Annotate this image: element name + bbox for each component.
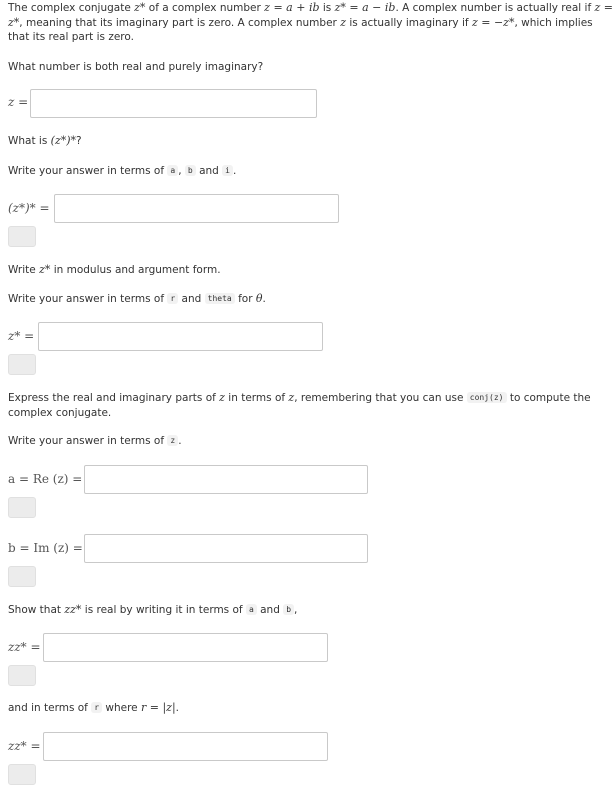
intro-text: , which implies that its real part is zero.	[8, 16, 593, 43]
math-r-def: r = |z|	[140, 701, 176, 714]
q5-prefix: Show that	[8, 604, 65, 616]
intro-text: is	[319, 2, 335, 14]
q2-check-button[interactable]	[8, 226, 36, 247]
intro-text: . A complex number is actually real if	[395, 2, 595, 14]
math-z-star: z*	[39, 263, 51, 276]
code-var-a: a	[246, 604, 257, 615]
question-2-hint	[8, 164, 236, 179]
code-var-b: b	[185, 165, 196, 176]
code-var-r: r	[91, 702, 102, 713]
hint-prefix: Write your answer in terms of	[8, 435, 168, 447]
intro-text: The complex conjugate	[8, 2, 135, 14]
math-real-cond: z = z*	[8, 1, 614, 29]
q5-check-button[interactable]	[8, 665, 36, 686]
math-z: z	[340, 15, 346, 29]
q2-answer-label	[8, 198, 50, 218]
q1-answer-input[interactable]	[30, 89, 317, 118]
q2-answer-input[interactable]	[54, 194, 339, 223]
q2-suffix: ?	[76, 135, 82, 147]
hint-period: .	[262, 293, 266, 305]
hint-comma: ,	[294, 604, 298, 616]
q4-text: to compute the complex conjugate.	[8, 392, 591, 419]
code-var-b: b	[283, 604, 294, 615]
code-var-r: r	[167, 293, 178, 304]
hint-prefix: Write your answer in terms of	[8, 293, 168, 305]
hint-and: and	[195, 165, 223, 177]
math-conj-conj: (z*)*	[50, 134, 77, 147]
question-6-text	[8, 701, 179, 716]
q6-answer-label	[8, 736, 41, 756]
q3-prefix: Write	[8, 264, 40, 276]
q5-label-expr: zz*	[8, 640, 27, 654]
math-imag-cond: z = −z*	[471, 15, 515, 29]
question-3-text	[8, 263, 221, 278]
question-1-text: What number is both real and purely imaginary?	[8, 61, 264, 73]
q6-check-button[interactable]	[8, 764, 36, 785]
question-3-hint	[8, 292, 266, 307]
q4-text: , remembering that you can use	[294, 392, 467, 404]
q5-answer-label	[8, 637, 41, 657]
code-var-theta: theta	[205, 293, 235, 304]
question-4-hint	[8, 434, 182, 449]
q4-imag-label: b = Im (z) =	[8, 541, 83, 555]
q4-imag-check-button[interactable]	[8, 566, 36, 587]
math-z-def: z = a + ib	[264, 1, 320, 14]
q6-answer-input[interactable]	[43, 732, 328, 761]
q5-label-eq: =	[26, 640, 41, 654]
q6-label-expr: zz*	[8, 739, 27, 753]
intro-paragraph	[8, 1, 615, 45]
code-conj: conj(z)	[467, 392, 507, 403]
q4-real-check-button[interactable]	[8, 497, 36, 518]
math-z: z	[219, 391, 225, 404]
q4-imag-input[interactable]	[84, 534, 368, 563]
hint-period: .	[233, 165, 237, 177]
q6-label-eq: =	[26, 739, 41, 753]
hint-comma: ,	[178, 165, 185, 177]
intro-text: is actually imaginary if	[346, 16, 472, 29]
q5-suffix: is real by writing it in terms of	[81, 604, 246, 616]
q6-prefix: and in terms of	[8, 702, 92, 714]
hint-period: .	[175, 702, 180, 714]
q5-answer-input[interactable]	[43, 633, 328, 662]
code-var-a: a	[167, 165, 178, 176]
hint-and: and	[256, 604, 284, 616]
q1-label-eq: =	[14, 95, 29, 109]
q6-where: where	[102, 702, 141, 714]
q2-prefix: What is	[8, 135, 51, 147]
q4-text: in terms of	[224, 392, 289, 404]
q3-check-button[interactable]	[8, 354, 36, 375]
hint-for: for	[234, 293, 256, 305]
q4-text: Express the real and imaginary parts of	[8, 392, 220, 404]
code-var-i: i	[222, 165, 233, 176]
math-z-star: z*	[134, 1, 146, 14]
q2-label-expr: (z*)*	[8, 201, 36, 215]
question-4-text	[8, 391, 608, 420]
question-2-text	[8, 134, 82, 149]
q3-suffix: in modulus and argument form.	[50, 264, 221, 276]
math-theta: θ	[255, 292, 263, 305]
q1-label-var: z	[8, 95, 15, 109]
question-5-text	[8, 603, 297, 618]
math-conj-def: z* = a − ib	[334, 1, 396, 14]
hint-and: and	[178, 293, 205, 305]
math-zz-star: zz*	[64, 603, 82, 616]
q4-real-input[interactable]	[84, 465, 368, 494]
hint-period: .	[178, 435, 182, 447]
q3-answer-input[interactable]	[38, 322, 323, 351]
q1-answer-label	[8, 92, 28, 112]
code-var-z: z	[167, 435, 178, 446]
math-z: z	[288, 391, 295, 404]
hint-prefix: Write your answer in terms of	[8, 165, 168, 177]
q3-answer-label	[8, 326, 34, 346]
q4-real-label: a = Re (z) =	[8, 472, 83, 486]
intro-text: of a complex number	[145, 2, 265, 14]
q3-label-eq: =	[20, 329, 35, 343]
intro-text: , meaning that its imaginary part is zero. A complex number	[19, 16, 341, 29]
q3-label-expr: z*	[8, 329, 21, 343]
q2-label-eq: =	[35, 201, 50, 215]
